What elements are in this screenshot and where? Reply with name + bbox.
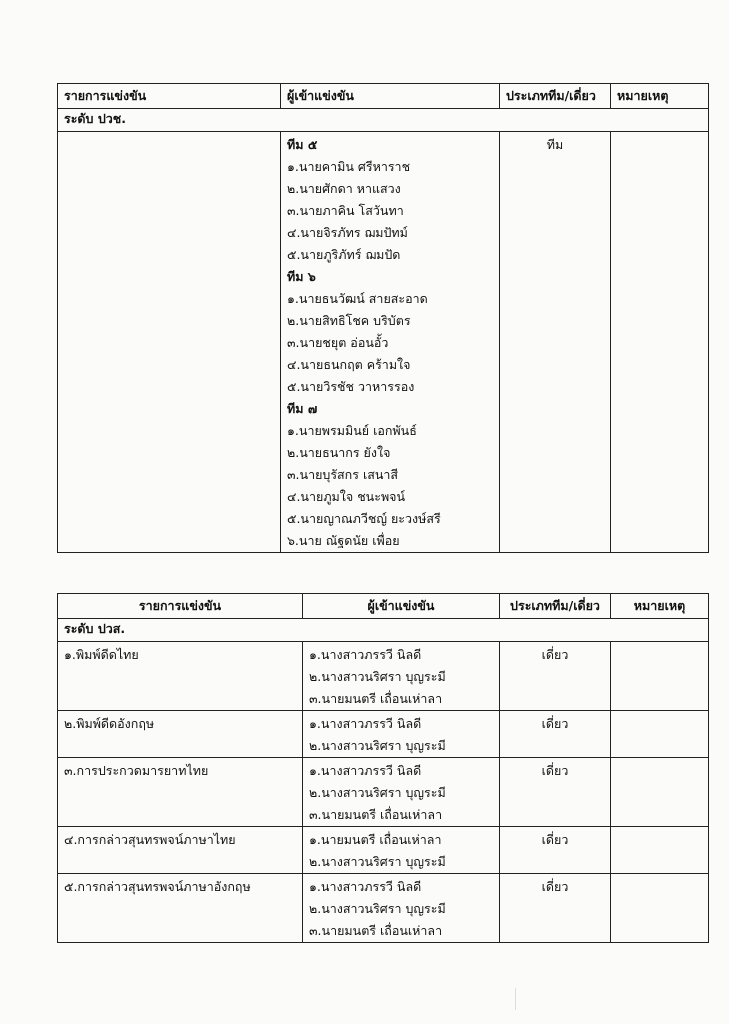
participant-name: ๖.นาย ณัฐดนัย เพื่อย: [287, 533, 400, 548]
event-cell: [58, 642, 303, 711]
participant-name: ๔.นายภูมใจ ชนะพจน์: [287, 489, 406, 504]
participant-name: ๑.นางสาวภรรวี นิลดี: [309, 716, 422, 731]
participants-cell: [303, 874, 500, 943]
type-cell: [500, 711, 611, 758]
event-name: ๓.การประกวดมารยาทไทย: [64, 763, 209, 778]
remark-cell: [611, 758, 709, 827]
participant-name: ๑.นายพรมมินย์ เอกพันธ์: [287, 423, 417, 438]
participant-name: ๑.นางสาวภรรวี นิลดี: [309, 647, 422, 662]
header-event: รายการแข่งขัน: [58, 594, 303, 619]
event-name: ๕.การกล่าวสุนทรพจน์ภาษาอังกฤษ: [64, 879, 251, 894]
remark-cell: [611, 827, 709, 874]
participant-name: ๒.นางสาวนริศรา บุญระมี: [309, 854, 446, 869]
header-remark: หมายเหตุ: [611, 594, 709, 619]
table-row: [58, 642, 709, 711]
team-title: ทีม ๗: [287, 401, 318, 416]
header-type: ประเภททีม/เดี่ยว: [500, 84, 611, 109]
participant-name: ๑.นางสาวภรรวี นิลดี: [309, 879, 422, 894]
level-label: ระดับ ปวส.: [58, 619, 709, 642]
table-row: [58, 132, 709, 553]
type-cell: [500, 132, 611, 553]
participant-name: ๒.นางสาวนริศรา บุญระมี: [309, 785, 446, 800]
header-remark: หมายเหตุ: [611, 84, 709, 109]
participant-name: ๓.นายภาคิน โสวันทา: [287, 203, 404, 218]
table-row: [58, 758, 709, 827]
participant-name: ๔.นายธนกฤต คร้ามใจ: [287, 357, 411, 372]
type-value: เดี่ยว: [541, 832, 569, 847]
event-cell: [58, 711, 303, 758]
participant-name: ๑.นายคามิน ศรีหาราช: [287, 159, 411, 174]
header-participants: ผู้เข้าแข่งขัน: [303, 594, 500, 619]
participants-cell: [303, 827, 500, 874]
type-value: เดี่ยว: [541, 647, 569, 662]
event-name: ๒.พิมพ์ดีดอังกฤษ: [64, 716, 155, 731]
participant-name: ๓.นายบุรัสกร เสนาสี: [287, 467, 399, 482]
participant-name: ๒.นายศักดา หาแสวง: [287, 181, 401, 196]
scan-artifact: [515, 988, 516, 1010]
type-cell: [500, 827, 611, 874]
type-value: ทีม: [546, 137, 564, 152]
remark-cell: [611, 874, 709, 943]
type-cell: [500, 642, 611, 711]
team-title: ทีม ๖: [287, 269, 316, 284]
participant-name: ๑.นางสาวภรรวี นิลดี: [309, 763, 422, 778]
participant-name: ๕.นายวิรชัช วาหารรอง: [287, 379, 415, 394]
type-value: เดี่ยว: [541, 716, 569, 731]
participant-name: ๓.นายมนตรี เถื่อนเห่าลา: [309, 807, 443, 822]
participants-cell: [303, 642, 500, 711]
type-value: เดี่ยว: [541, 879, 569, 894]
remark-cell: [611, 711, 709, 758]
event-cell: [58, 132, 281, 553]
competition-table-vocational: [57, 83, 709, 553]
table-row: [58, 827, 709, 874]
table-row: [58, 874, 709, 943]
participants-cell: [303, 711, 500, 758]
participant-name: ๒.นางสาวนริศรา บุญระมี: [309, 669, 446, 684]
type-value: เดี่ยว: [541, 763, 569, 778]
table-header-row: [58, 594, 709, 619]
participant-name: ๒.นางสาวนริศรา บุญระมี: [309, 901, 446, 916]
table-row: [58, 711, 709, 758]
participant-name: ๒.นายสิทธิโชค บริบัตร: [287, 313, 411, 328]
participants-cell: [281, 132, 500, 553]
competition-table-higher-vocational: [57, 593, 709, 943]
participant-name: ๓.นายมนตรี เถื่อนเห่าลา: [309, 691, 443, 706]
event-cell: [58, 827, 303, 874]
header-type: ประเภททีม/เดี่ยว: [500, 594, 611, 619]
remark-cell: [611, 132, 709, 553]
header-participants: ผู้เข้าแข่งขัน: [281, 84, 500, 109]
type-cell: [500, 758, 611, 827]
event-name: ๔.การกล่าวสุนทรพจน์ภาษาไทย: [64, 832, 236, 847]
participant-name: ๓.นายมนตรี เถื่อนเห่าลา: [309, 923, 443, 938]
participant-name: ๑.นายมนตรี เถื่อนเห่าลา: [309, 832, 442, 847]
event-cell: [58, 758, 303, 827]
type-cell: [500, 874, 611, 943]
table-header-row: [58, 84, 709, 109]
participant-name: ๔.นายจิรภัทร ฌมปัทม์: [287, 225, 408, 240]
participant-name: ๑.นายธนวัฒน์ สายสะอาด: [287, 291, 428, 306]
event-name: ๑.พิมพ์ดีดไทย: [64, 647, 139, 662]
team-title: ทีม ๕: [287, 137, 318, 152]
participant-name: ๕.นายญาณภวีชญ์ ยะวงษ์สรี: [287, 511, 441, 526]
participant-name: ๓.นายชยุต อ่อนอั้ว: [287, 335, 389, 350]
level-row: [58, 109, 709, 132]
level-row: [58, 619, 709, 642]
header-event: รายการแข่งขัน: [58, 84, 281, 109]
participant-name: ๒.นางสาวนริศรา บุญระมี: [309, 738, 446, 753]
participant-name: ๕.นายภูริภัทร์ ฌมปัด: [287, 247, 401, 262]
level-label: ระดับ ปวช.: [58, 109, 709, 132]
event-cell: [58, 874, 303, 943]
participants-cell: [303, 758, 500, 827]
participant-name: ๒.นายธนากร ยังใจ: [287, 445, 391, 460]
remark-cell: [611, 642, 709, 711]
